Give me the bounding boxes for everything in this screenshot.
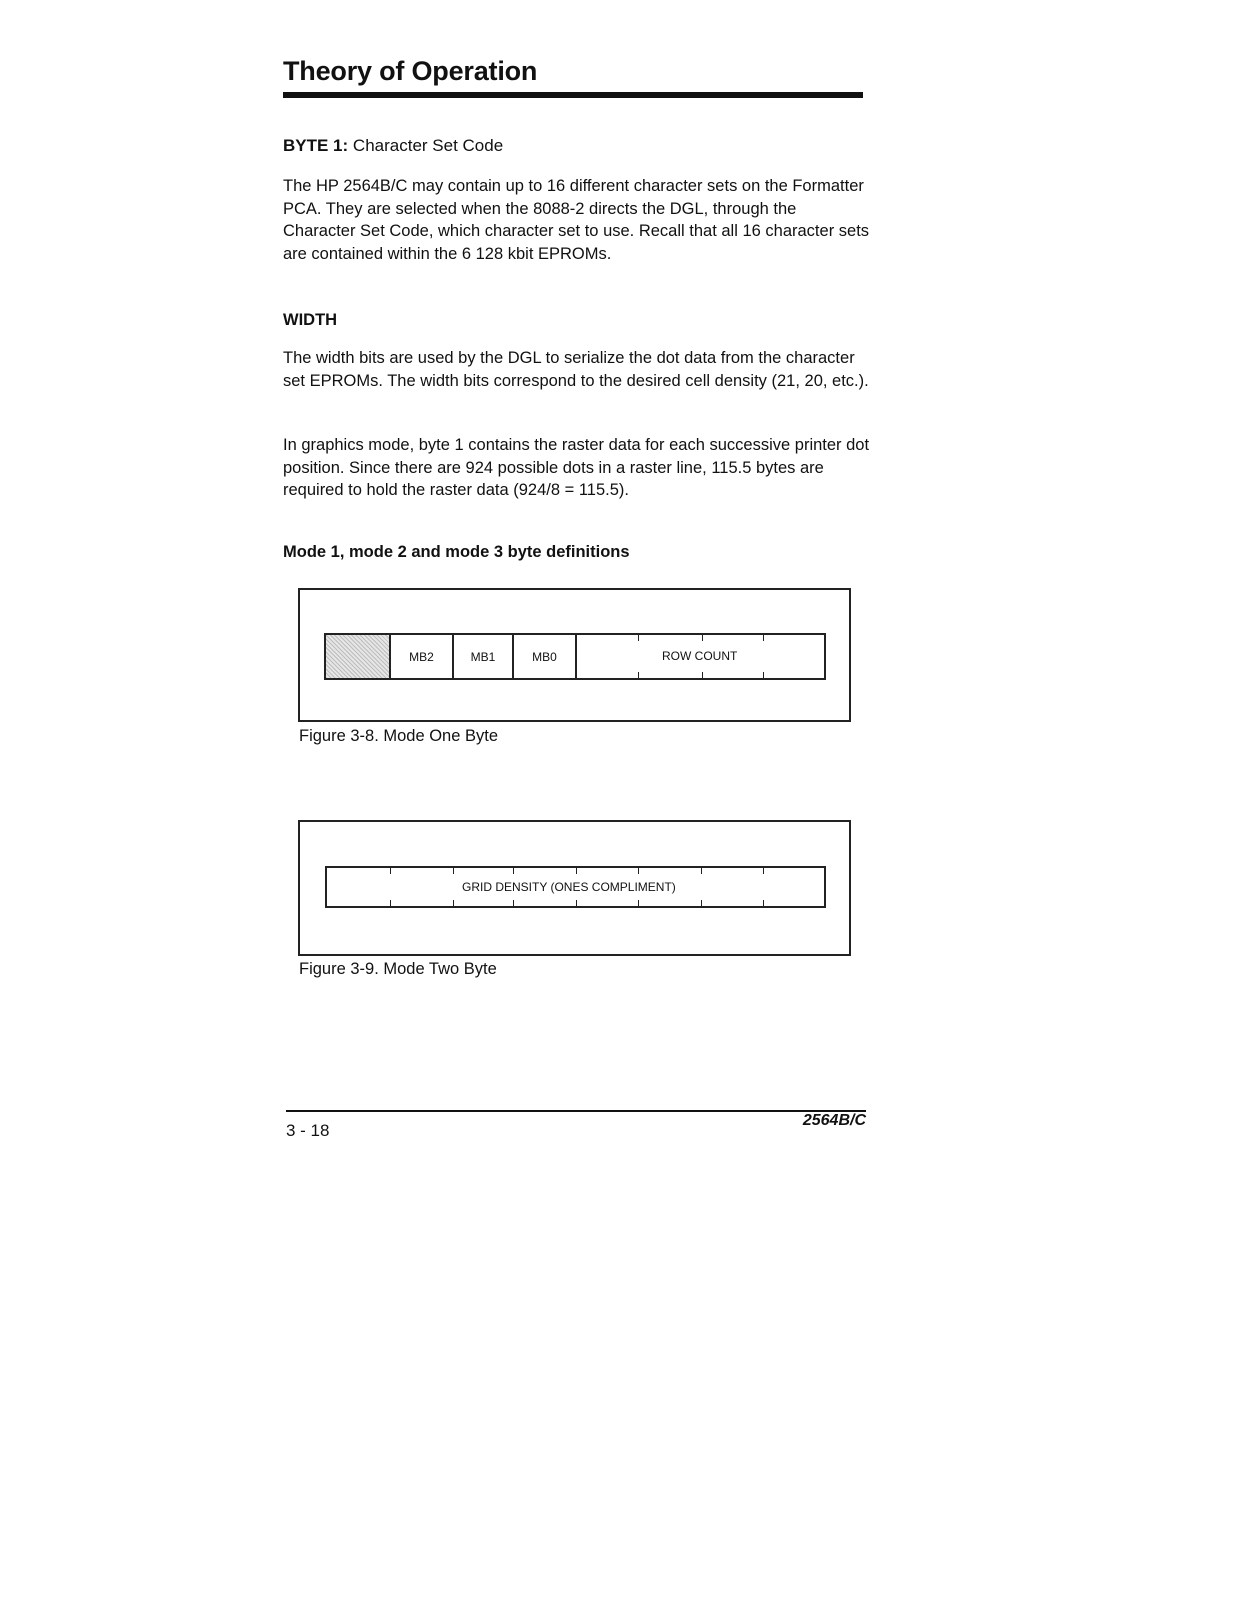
bit-tick xyxy=(702,635,703,641)
model-number: 2564B/C xyxy=(802,1112,866,1129)
mb1-cell xyxy=(454,635,514,678)
figure-3-9-caption: Figure 3-9. Mode Two Byte xyxy=(299,960,497,978)
mb1-label: MB1 xyxy=(470,649,496,664)
bit-tick xyxy=(390,868,391,874)
mode-one-byte-register xyxy=(324,633,826,680)
bit-tick xyxy=(638,672,639,678)
width-paragraph-1: The width bits are used by the DGL to serialize the dot data from the character set EPROMs. The width bits correspond to the desired cell density (21, 20, etc.). xyxy=(283,349,869,390)
bit-tick xyxy=(701,868,702,874)
bit-tick xyxy=(390,900,391,906)
mb0-label: MB0 xyxy=(532,649,557,664)
bit-tick xyxy=(763,900,764,906)
bit-tick xyxy=(763,635,764,641)
mb0-cell xyxy=(514,635,577,678)
byte1-title: Character Set Code xyxy=(352,136,504,155)
grid-density-label: GRID DENSITY (ONES COMPLIMENT) xyxy=(462,880,676,894)
width-paragraph-2: In graphics mode, byte 1 contains the raster data for each successive printer dot position. Since there are 924 possible dots in a raster line, 115.5 bytes are required to hold the raster data (924/8 = 115.5). xyxy=(283,436,870,499)
unused-bit-cell xyxy=(326,635,391,678)
mb2-label: MB2 xyxy=(409,649,434,664)
bit-tick xyxy=(638,635,639,641)
bit-tick xyxy=(453,868,454,874)
figure-3-8-caption: Figure 3-8. Mode One Byte xyxy=(299,727,499,745)
byte1-paragraph: The HP 2564B/C may contain up to 16 different character sets on the Formatter PCA. They are selected when the 8088-2 directs the DGL, through the Character Set Code, which character set to use. Recall that all 16 character sets are contained within the 6 128 kbit EPROMs. xyxy=(283,177,870,263)
mb2-cell xyxy=(391,635,454,678)
mode-two-byte-register xyxy=(325,866,826,908)
bit-tick xyxy=(701,900,702,906)
bit-tick xyxy=(763,868,764,874)
header-rule xyxy=(283,92,863,98)
byte1-heading xyxy=(283,136,503,156)
bit-tick xyxy=(763,672,764,678)
bit-tick xyxy=(513,900,514,906)
byte1-label: BYTE 1: xyxy=(283,136,349,155)
row-count-label: ROW COUNT xyxy=(662,649,738,663)
bit-tick xyxy=(576,868,577,874)
page-number: 3 - 18 xyxy=(286,1121,330,1140)
modes-heading: Mode 1, mode 2 and mode 3 byte definitions xyxy=(283,543,630,561)
bit-tick xyxy=(638,868,639,874)
width-heading: WIDTH xyxy=(283,311,338,329)
bit-tick xyxy=(513,868,514,874)
bit-tick xyxy=(576,900,577,906)
bit-tick xyxy=(453,900,454,906)
page-title: Theory of Operation xyxy=(283,56,538,86)
bit-tick xyxy=(638,900,639,906)
bit-tick xyxy=(702,672,703,678)
